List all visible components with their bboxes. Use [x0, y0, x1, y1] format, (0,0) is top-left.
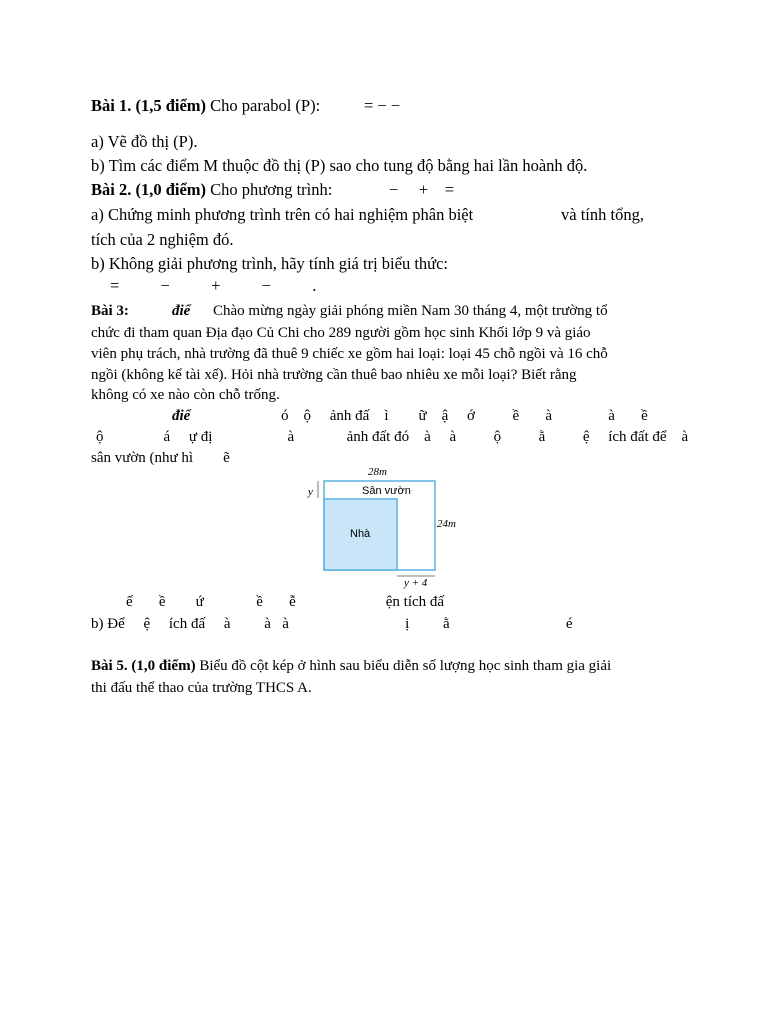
bai3-line2: chức đi tham quan Địa đạo Củ Chi cho 289 người gồm học sinh Khối lớp 9 và giáo: [91, 325, 591, 341]
bai2-heading: Bài 2. (1,0 điểm): [91, 180, 207, 199]
bai2-expression: = − + − .: [110, 276, 317, 295]
bai5-text-1: Biểu đồ cột kép ở hình sau biểu diễn số lượng học sinh tham gia giải: [195, 658, 612, 674]
bai4-part-a: ế ề ứ ề ễ ện tích đấ: [126, 594, 445, 610]
bai1-part-b: b) Tìm các điểm M thuộc đồ thị (P) sao cho tung độ bằng hai lần hoành độ.: [91, 156, 588, 175]
bai3-line1: [91, 301, 608, 321]
bai3-text-1: Chào mừng ngày giải phóng miền Nam 30 tháng 4, một trường tổ: [213, 303, 608, 319]
bai2-part-a-line2: tích của 2 nghiệm đó.: [91, 230, 234, 249]
label-house: Nhà: [350, 528, 371, 540]
bai5-line1: [91, 656, 611, 676]
label-24m: 24m: [437, 518, 456, 530]
bai4-line3: sân vườn (như hì ẽ: [91, 450, 230, 466]
bai4-heading-frag: điể: [172, 408, 191, 424]
bai3-line3: viên phụ trách, nhà trường đã thuê 9 chiếc xe gồm hai loại: loại 45 chỗ ngồi và 16 chỗ: [91, 346, 608, 362]
bai3-heading-frag: điể: [172, 303, 191, 319]
label-y-plus-4: y + 4: [404, 577, 428, 589]
bai5-line2: thi đấu thể thao của trường THCS A.: [91, 680, 312, 696]
label-garden: Sân vườn: [362, 485, 411, 497]
garden-figure: [300, 462, 460, 592]
label-28m: 28m: [368, 466, 387, 478]
bai3-line5: không có xe nào còn chỗ trống.: [91, 387, 280, 403]
bai1-part-a: a) Vẽ đồ thị (P).: [91, 132, 198, 151]
bai2-heading-line: [91, 180, 455, 200]
bai2-part-b: b) Không giải phương trình, hãy tính giá trị biểu thức:: [91, 254, 449, 273]
bai1-heading-line: [91, 96, 401, 116]
bai1-formula: = − −: [364, 96, 401, 115]
label-y: y: [308, 486, 313, 498]
bai4-line2: ộ á ự đị à ảnh đất đó à à ộ ằ ệ ích đất để à: [96, 429, 689, 445]
bai1-text: Cho parabol (P):: [206, 96, 321, 115]
bai3-heading: Bài 3:: [91, 303, 129, 319]
bai4-text-1: ó ộ ảnh đấ ì ữ ậ ớ ề à à ề: [281, 408, 648, 424]
bai2-text: Cho phương trình:: [206, 180, 333, 199]
bai4-part-b: b) Để ệ ích đấ à à à ị ằ é: [91, 616, 573, 632]
bai5-heading: Bài 5. (1,0 điểm): [91, 658, 196, 674]
bai3-line4: ngồi (không kể tài xế). Hỏi nhà trường cần thuê bao nhiêu xe mỗi loại? Biết rằng: [91, 367, 577, 383]
bai2-formula: − + =: [389, 180, 455, 199]
bai2-a-text: a) Chứng minh phương trình trên có hai nghiệm phân biệt: [91, 205, 474, 224]
bai2-part-a-line1: [91, 205, 644, 225]
bai2-a-text-end: và tính tổng,: [561, 205, 644, 224]
bai1-heading: Bài 1. (1,5 điểm): [91, 96, 207, 115]
